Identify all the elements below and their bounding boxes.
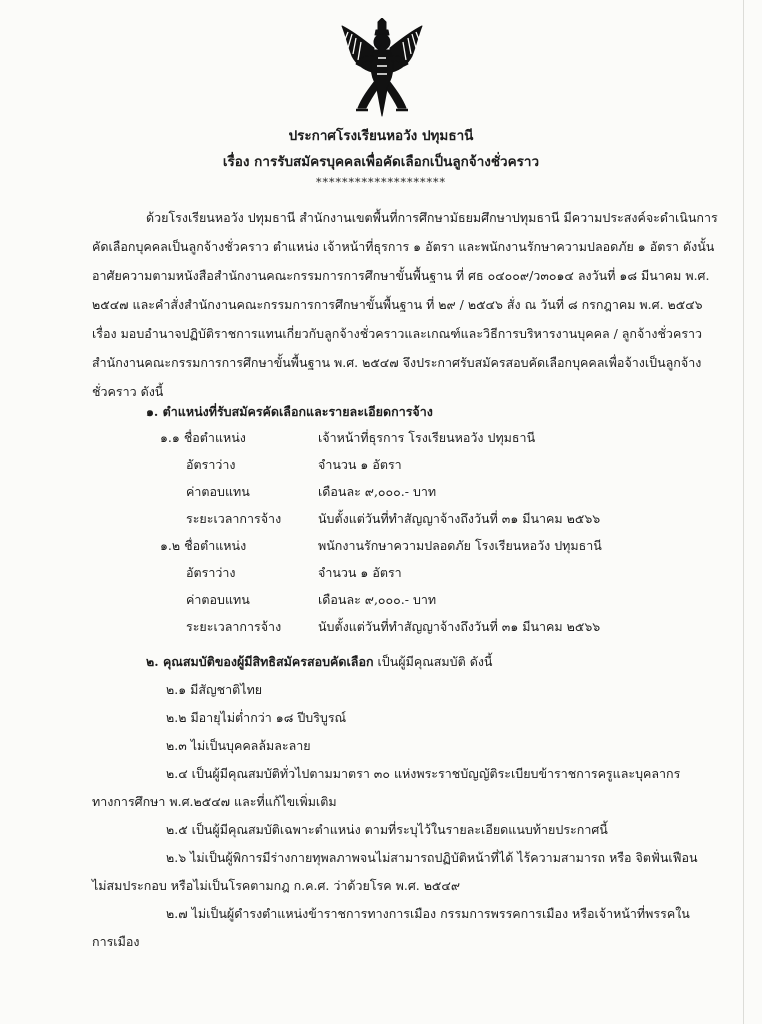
intro-line: ด้วยโรงเรียนหอวัง ปทุมธานี สำนักงานเขตพื้นที่การศึกษามัธยมศึกษาปทุมธานี มีความประสงค์จะดำเนินการ: [146, 210, 718, 225]
qualification-item: [166, 708, 346, 728]
item-number: ๒.๕: [166, 822, 188, 837]
item-text: ไม่เป็นผู้ดำรงตำแหน่งข้าราชการทางการเมือง กรรมการพรรคการเมือง หรือเจ้าหน้าที่พรรคใน: [191, 906, 690, 921]
section2-heading-row: [146, 652, 492, 672]
qualification-item: [166, 736, 311, 756]
item-continuation: การเมือง: [92, 934, 140, 949]
intro-line: คัดเลือกบุคคลเป็นลูกจ้างชั่วคราว ตำแหน่ง เจ้าหน้าที่ธุรการ ๑ อัตรา และพนักงานรักษาความปลอดภัย ๑ อัตรา ดังนั้น: [92, 239, 715, 254]
position-label: ๑.๑ ชื่อตำแหน่ง: [160, 430, 246, 445]
detail-label: ระยะเวลาการจ้าง: [186, 619, 282, 634]
announcement-title: ประกาศโรงเรียนหอวัง ปทุมธานี: [288, 128, 474, 144]
detail-value: เดือนละ ๙,๐๐๐.- บาท: [318, 592, 437, 607]
item-number: ๒.๒: [166, 710, 187, 725]
item-text: มีอายุไม่ต่ำกว่า ๑๘ ปีบริบูรณ์: [190, 710, 347, 725]
position-value: เจ้าหน้าที่ธุรการ โรงเรียนหอวัง ปทุมธานี: [318, 430, 536, 445]
item-text: เป็นผู้มีคุณสมบัติทั่วไปตามมาตรา ๓๐ แห่งพระราชบัญญัติระเบียบข้าราชการครูและบุคลากร: [191, 766, 681, 781]
item-text: ไม่เป็นบุคคลล้มละลาย: [190, 738, 311, 753]
announcement-subject: เรื่อง การรับสมัครบุคคลเพื่อคัดเลือกเป็นลูกจ้างชั่วคราว: [222, 154, 540, 170]
detail-value: เดือนละ ๙,๐๐๐.- บาท: [318, 484, 437, 499]
detail-label: อัตราว่าง: [186, 565, 236, 580]
detail-label: ค่าตอบแทน: [186, 484, 250, 499]
item-continuation: ทางการศึกษา พ.ศ.๒๕๔๗ และที่แก้ไขเพิ่มเติม: [92, 794, 337, 809]
garuda-emblem-icon: [336, 18, 428, 118]
detail-label: ค่าตอบแทน: [186, 592, 250, 607]
intro-line: เรื่อง มอบอำนาจปฏิบัติราชการแทนเกี่ยวกับลูกจ้างชั่วคราวและเกณฑ์และวิธีการบริหารงานบุคคล / ลูกจ้างชั่วคราว: [92, 326, 703, 341]
position-value: พนักงานรักษาความปลอดภัย โรงเรียนหอวัง ปทุมธานี: [318, 538, 602, 553]
item-text: เป็นผู้มีคุณสมบัติเฉพาะตำแหน่ง ตามที่ระบุไว้ในรายละเอียดแนบท้ายประกาศนี้: [191, 822, 608, 837]
item-number: ๒.๔: [166, 766, 188, 781]
intro-line: อาศัยความตามหนังสือสำนักงานคณะกรรมการการศึกษาขั้นพื้นฐาน ที่ ศธ ๐๔๐๐๙/ว๓๐๑๔ ลงวันที่ ๑๘ มีนาคม พ.ศ.: [92, 268, 710, 283]
intro-line: สำนักงานคณะกรรมการการศึกษาขั้นพื้นฐาน พ.ศ. ๒๕๔๗ จึงประกาศรับสมัครสอบคัดเลือกบุคคลเพื่อจ้างเป็นลูกจ้าง: [92, 355, 702, 370]
title-divider: ********************: [316, 176, 446, 189]
qualification-item: [166, 764, 680, 784]
section2-heading: ๒. คุณสมบัติของผู้มีสิทธิสมัครสอบคัดเลือก: [146, 654, 374, 669]
section1-heading: ๑. ตำแหน่งที่รับสมัครคัดเลือกและรายละเอียดการจ้าง: [146, 404, 433, 419]
intro-line: ๒๕๔๗ และคำสั่งสำนักงานคณะกรรมการการศึกษาขั้นพื้นฐาน ที่ ๒๙ / ๒๕๔๖ สั่ง ณ วันที่ ๘ กรกฎาคม พ.ศ. ๒๕๔๖: [92, 297, 703, 312]
item-number: ๒.๓: [166, 738, 187, 753]
detail-value: จำนวน ๑ อัตรา: [318, 565, 402, 580]
position-label: ๑.๒ ชื่อตำแหน่ง: [160, 538, 247, 553]
intro-line: ชั่วคราว ดังนี้: [92, 384, 164, 399]
item-number: ๒.๗: [166, 906, 188, 921]
qualification-item: [166, 904, 690, 924]
qualification-item: [166, 848, 698, 868]
item-continuation: ไม่สมประกอบ หรือไม่เป็นโรคตามกฎ ก.ค.ศ. ว่าด้วยโรค พ.ศ. ๒๕๔๙: [92, 878, 461, 893]
item-number: ๒.๑: [166, 682, 187, 697]
item-number: ๒.๖: [166, 850, 187, 865]
detail-value: จำนวน ๑ อัตรา: [318, 457, 402, 472]
detail-label: ระยะเวลาการจ้าง: [186, 511, 282, 526]
detail-value: นับตั้งแต่วันที่ทำสัญญาจ้างถึงวันที่ ๓๑ มีนาคม ๒๕๖๖: [318, 619, 601, 634]
qualification-item: [166, 820, 608, 840]
section2-heading-tail: เป็นผู้มีคุณสมบัติ ดังนี้: [377, 654, 493, 669]
qualification-item: [166, 680, 262, 700]
item-text: มีสัญชาติไทย: [190, 682, 263, 697]
detail-label: อัตราว่าง: [186, 457, 236, 472]
item-text: ไม่เป็นผู้พิการมีร่างกายทุพลภาพจนไม่สามารถปฏิบัติหน้าที่ได้ ไร้ความสามารถ หรือ จิตฟั่นเฟือน: [190, 850, 698, 865]
detail-value: นับตั้งแต่วันที่ทำสัญญาจ้างถึงวันที่ ๓๑ มีนาคม ๒๕๖๖: [318, 511, 601, 526]
